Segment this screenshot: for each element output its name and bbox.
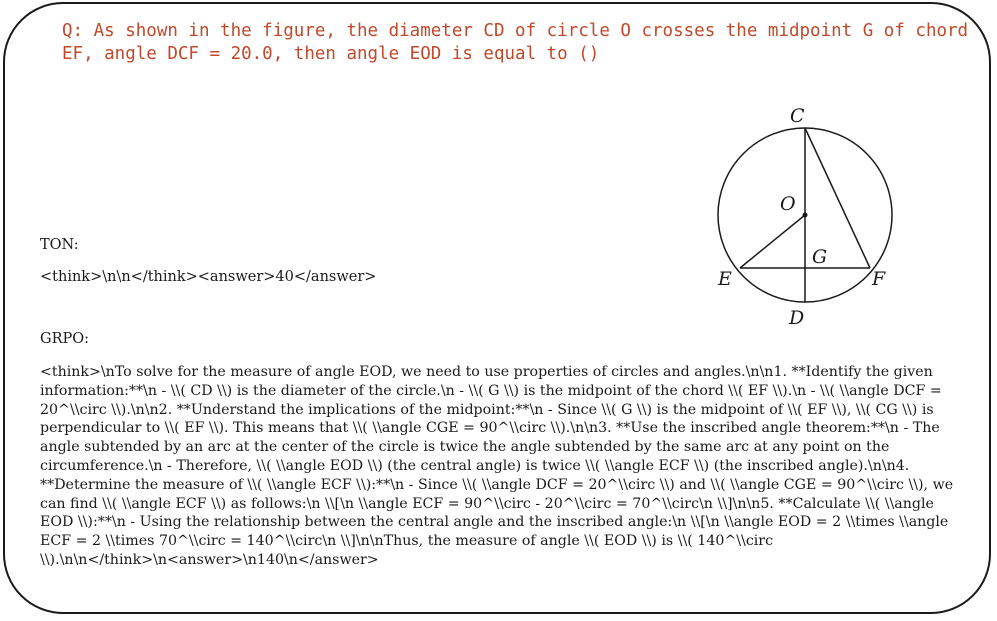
point-label-g: G: [812, 246, 828, 268]
point-label-e: E: [718, 268, 732, 290]
question-text: Q: As shown in the figure, the diameter CD of circle O crosses the midpoint G of chord EF, angle DCF = 20.0, then angle EOD is equal to (): [62, 21, 979, 64]
ton-response: <think>\n\n</think><answer>40</answer>: [40, 269, 377, 285]
ton-label: TON:: [40, 237, 79, 253]
geometry-figure: [700, 95, 900, 335]
center-dot: [803, 213, 808, 218]
grpo-response: <think>\nTo solve for the measure of angle EOD, we need to use properties of circles and angles.\n\n1. **Identify the given information:**\n - \\( CD \\) is the diameter of the circle.\n - \\( G \\) is the midpoint of the chord \\( EF \\).\n - \\( \\angle DCF = 20^\\circ \\).\n\n2. **Understand the implications of the midpoint:**\n - Since \\( G \\) is the midpoint of \\( EF \\), \\( CG \\) is perpendicular to \\( EF \\). This means that \\( \\angle CGE = 90^\\circ \\).\n\n3. **Use the inscribed angle theorem:**\n - The angle subtended by an arc at the center of the circle is twice the angle subtended by the same arc at any point on the circumference.\n - Therefore, \\( \\angle EOD \\) (the central angle) is twice \\( \\angle ECF \\) (the inscribed angle).\n\n4. **Determine the measure of \\( \\angle ECF \\):**\n - Since \\( \\angle DCF = 20^\\circ \\) and \\( \\angle CGE = 90^\\circ \\), we can find \\( \\angle ECF \\) as follows:\n \\[\n \\angle ECF = 90^\\circ - 20^\\circ = 70^\\circ\n \\]\n\n5. **Calculate \\( \\angle EOD \\):**\n - Using the relationship between the central angle and the inscribed angle:\n \\[\n \\angle EOD = 2 \\times \\angle ECF = 2 \\times 70^\\circ = 140^\\circ\n \\]\n\nThus, the measure of angle \\( EOD \\) is \\( 140^\\circ \\).\n\n</think>\n<answer>\n140\n</answer>: [40, 364, 954, 568]
point-label-o: O: [780, 193, 796, 215]
grpo-label: GRPO:: [40, 331, 90, 347]
point-label-c: C: [790, 105, 805, 127]
point-label-f: F: [872, 268, 886, 290]
segment-oe: [740, 215, 805, 268]
point-label-d: D: [789, 307, 805, 329]
